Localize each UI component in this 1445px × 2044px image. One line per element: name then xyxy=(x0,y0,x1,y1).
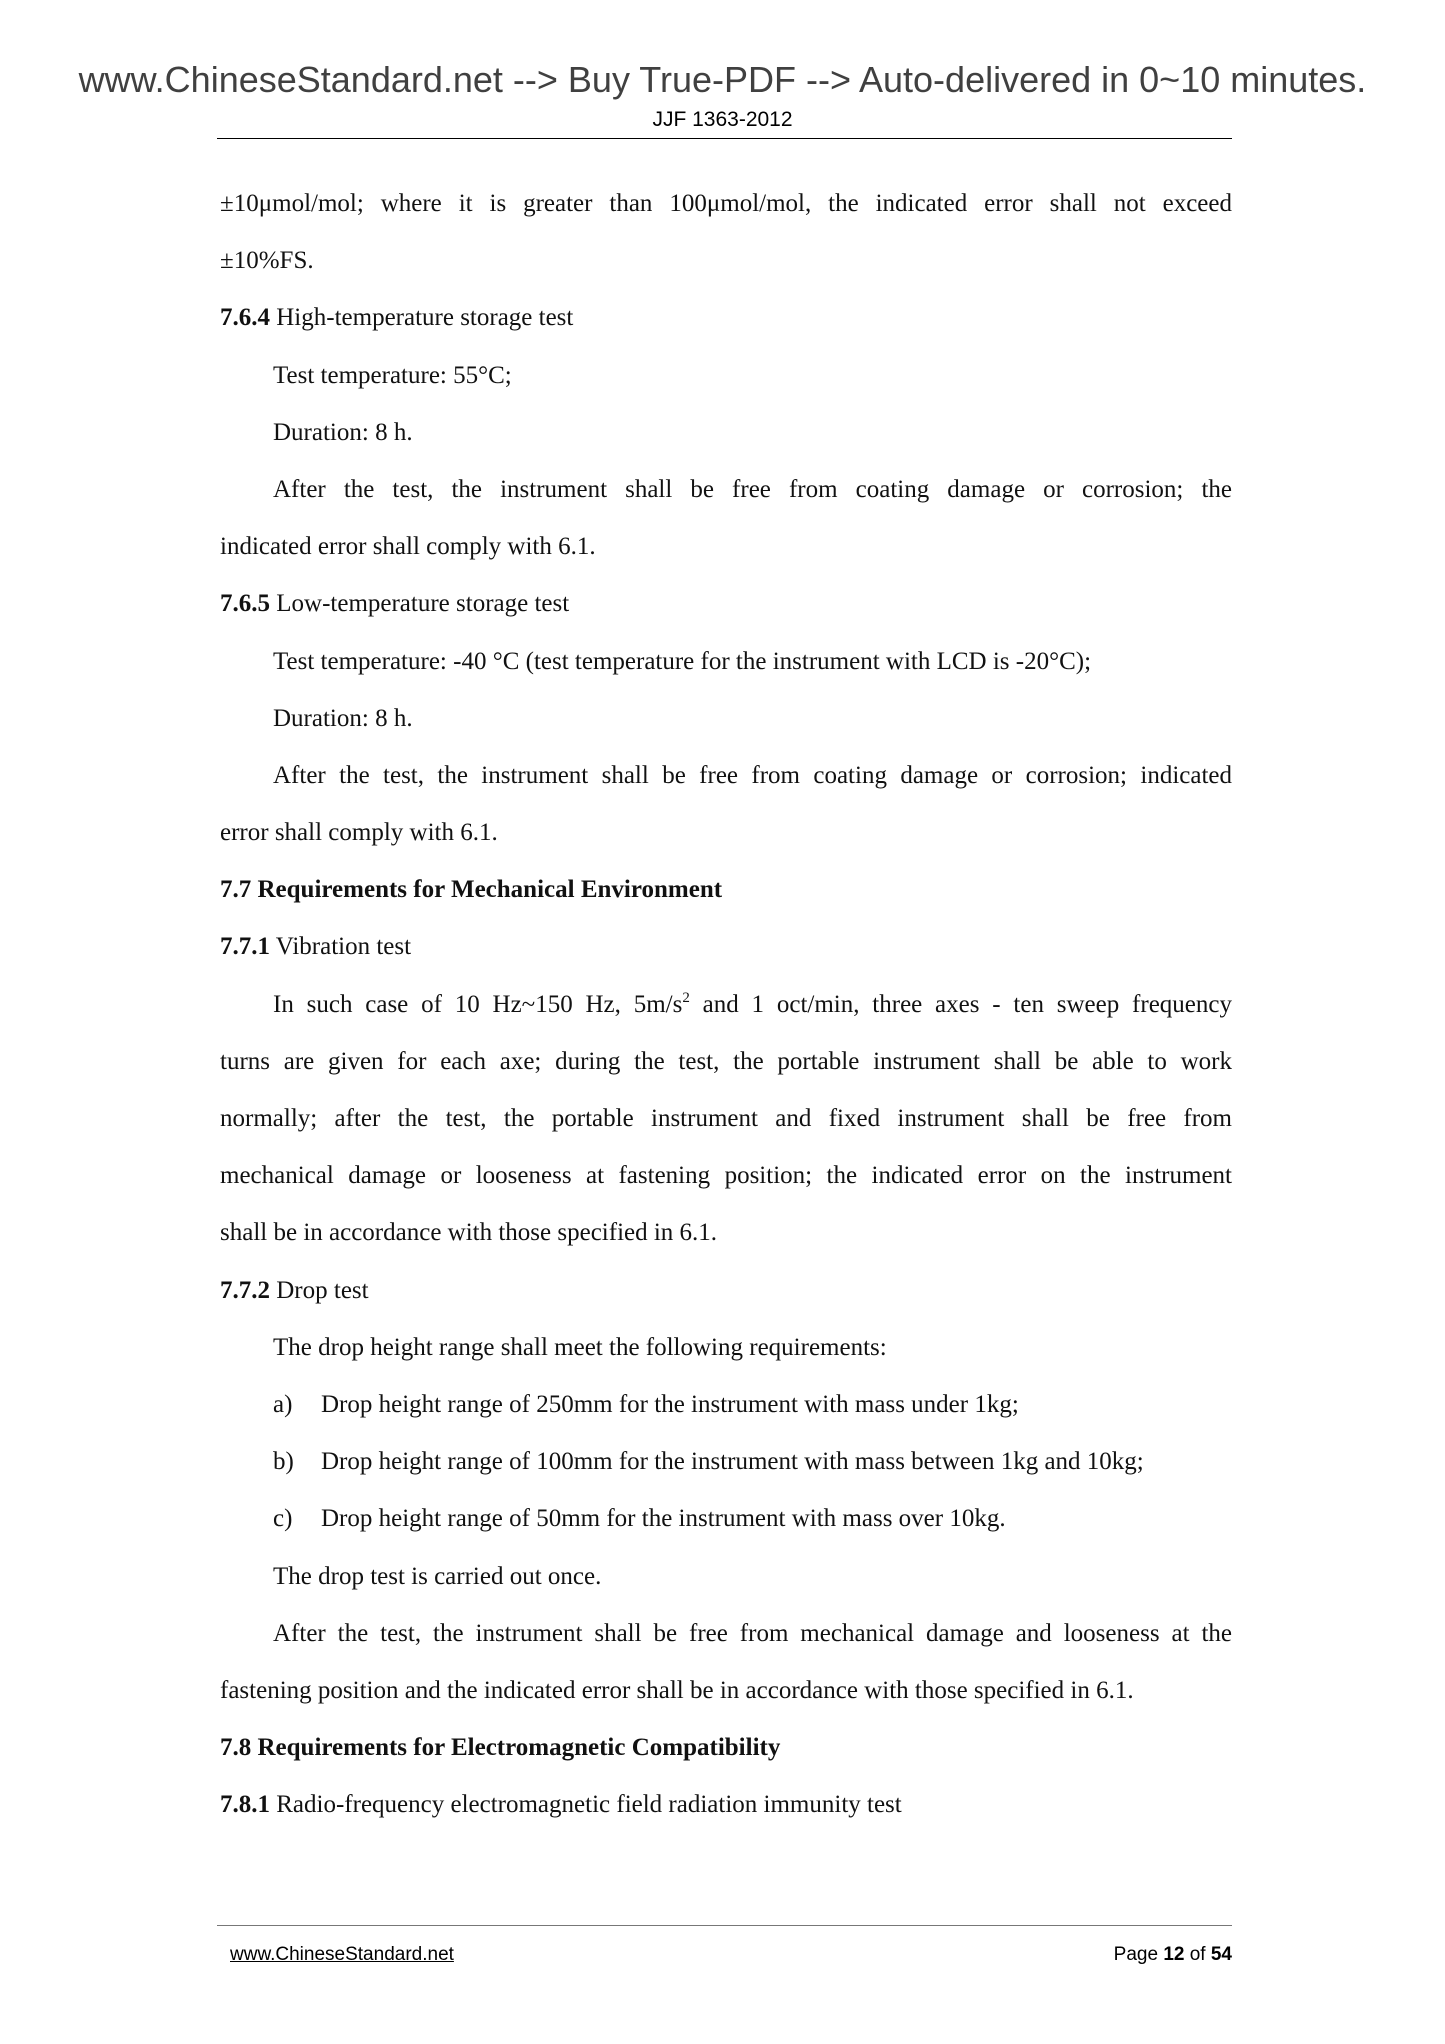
paragraph-line: After the test, the instrument shall be free from coating damage or corrosion; the xyxy=(273,475,1232,503)
section-number: 7.7.2 xyxy=(220,1276,270,1304)
list-item xyxy=(220,1444,1232,1501)
paragraph-line: normally; after the test, the portable instrument and fixed instrument shall be free from xyxy=(220,1105,1232,1132)
page-total: 54 xyxy=(1210,1944,1232,1965)
paragraph-line: shall be in accordance with those specified in 6.1. xyxy=(220,1219,718,1247)
subsection-heading-7-7-2 xyxy=(220,1273,1232,1330)
list-marker: c) xyxy=(273,1505,293,1533)
paragraph-line: Duration: 8 h. xyxy=(273,418,413,446)
section-heading-text: 7.7 Requirements for Mechanical Environment xyxy=(220,876,723,904)
section-heading-7-8 xyxy=(220,1730,1232,1787)
paragraph-line: ±10%FS. xyxy=(220,247,314,275)
paragraph-line: Test temperature: -40 °C (test temperature for the instrument with LCD is -20°C); xyxy=(273,647,1092,675)
paragraph-line: ±10μmol/mol; where it is greater than 100μmol/mol, the indicated error shall not exceed xyxy=(220,190,1232,217)
list-marker: b) xyxy=(273,1448,294,1476)
paragraph-line: After the test, the instrument shall be free from coating damage or corrosion; indicated xyxy=(273,761,1232,789)
subsection-heading-7-7-1 xyxy=(220,929,1232,986)
subsection-heading-7-8-1 xyxy=(220,1787,1232,1844)
footer-site-link[interactable]: www.ChineseStandard.net xyxy=(230,1944,454,1965)
paragraph-line: turns are given for each axe; during the test, the portable instrument shall be able to work xyxy=(220,1047,1232,1075)
paragraph-line: The drop height range shall meet the following requirements: xyxy=(273,1333,887,1361)
paragraph-line: mechanical damage or looseness at fastening position; the indicated error on the instrument xyxy=(220,1162,1232,1190)
list-item xyxy=(220,1387,1232,1444)
paragraph-line: Test temperature: 55°C; xyxy=(273,361,512,389)
section-title: Vibration test xyxy=(270,933,412,961)
text-run: In such case of 10 Hz~150 Hz, 5m/s xyxy=(273,990,683,1018)
page-prefix: Page xyxy=(1113,1944,1164,1965)
paragraph-line: indicated error shall comply with 6.1. xyxy=(220,533,596,561)
text-run: and 1 oct/min, three axes - ten sweep frequency xyxy=(689,990,1232,1018)
section-title: High-temperature storage test xyxy=(270,304,574,332)
page-current: 12 xyxy=(1163,1944,1185,1965)
section-heading-text: 7.8 Requirements for Electromagnetic Compatibility xyxy=(220,1734,781,1762)
paragraph-line: error shall comply with 6.1. xyxy=(220,819,498,847)
purchase-banner: www.ChineseStandard.net --> Buy True-PDF --> Auto-delivered in 0~10 minutes. xyxy=(78,59,1367,100)
footer-rule xyxy=(217,1925,1232,1926)
list-item-text: Drop height range of 50mm for the instrument with mass over 10kg. xyxy=(321,1505,1006,1533)
page-of: of xyxy=(1184,1944,1211,1965)
section-title: Radio-frequency electromagnetic field radiation immunity test xyxy=(270,1791,902,1819)
section-title: Drop test xyxy=(270,1276,369,1304)
document-id: JJF 1363-2012 xyxy=(652,108,793,131)
paragraph-line: The drop test is carried out once. xyxy=(273,1562,602,1590)
list-item xyxy=(220,1501,1232,1558)
paragraph-line: After the test, the instrument shall be free from mechanical damage and looseness at the xyxy=(273,1619,1232,1647)
list-item-text: Drop height range of 250mm for the instrument with mass under 1kg; xyxy=(321,1390,1019,1418)
paragraph-line xyxy=(220,987,1232,1044)
page-number xyxy=(1114,1944,1232,1966)
paragraph-line: Duration: 8 h. xyxy=(273,704,413,732)
page-body xyxy=(220,186,1232,1844)
header-rule xyxy=(217,138,1232,139)
subsection-heading-7-6-4 xyxy=(220,300,1232,357)
section-number: 7.8.1 xyxy=(220,1791,270,1819)
section-number: 7.7.1 xyxy=(220,933,270,961)
section-heading-7-7 xyxy=(220,872,1232,929)
section-number: 7.6.5 xyxy=(220,590,270,618)
superscript: 2 xyxy=(682,989,690,1006)
list-marker: a) xyxy=(273,1390,293,1418)
list-item-text: Drop height range of 100mm for the instrument with mass between 1kg and 10kg; xyxy=(321,1448,1144,1476)
paragraph-line: fastening position and the indicated error shall be in accordance with those specified in 6.1. xyxy=(220,1676,1134,1704)
section-number: 7.6.4 xyxy=(220,304,270,332)
subsection-heading-7-6-5 xyxy=(220,586,1232,643)
section-title: Low-temperature storage test xyxy=(270,590,570,618)
